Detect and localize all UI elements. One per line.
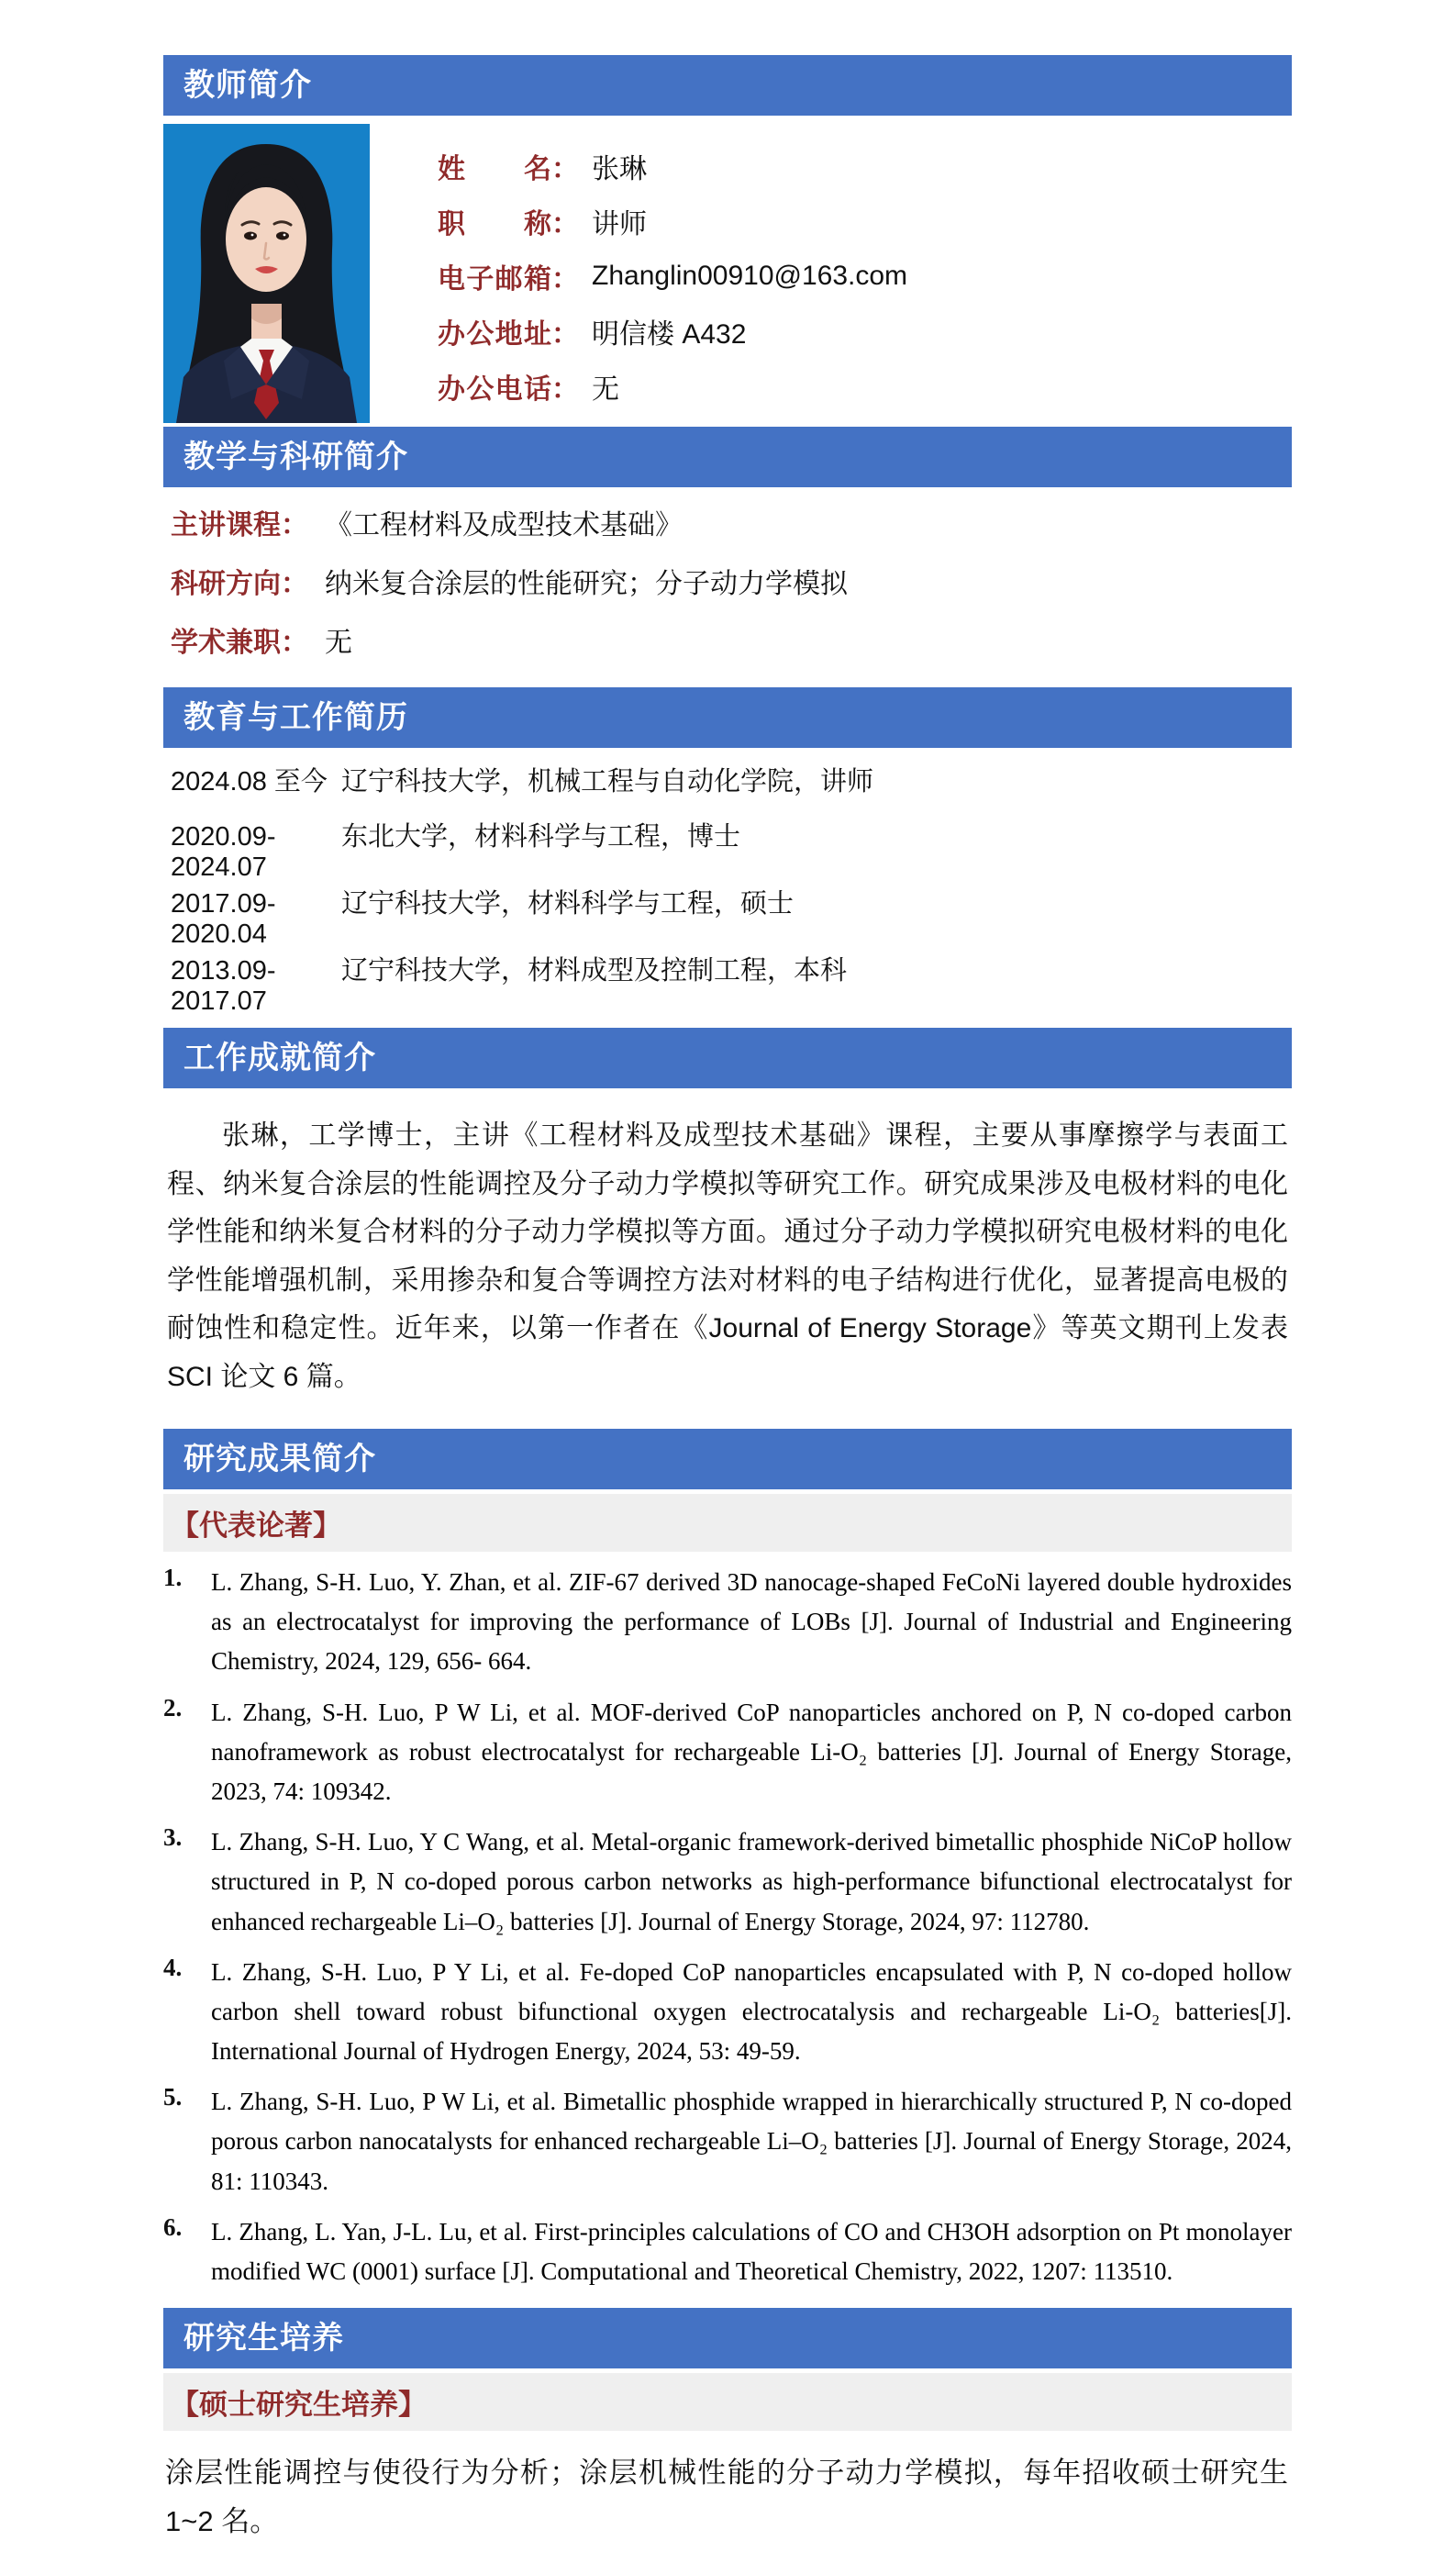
row-value-research-direction: 纳米复合涂层的性能研究；分子动力学模拟 [325,569,848,599]
publication-text: L. Zhang, S-H. Luo, P W Li, et al. Bimetallic phosphide wrapped in hierarchically structured P, N co-doped porous carbon nanocatalysts for enhanced rechargeable Li–O₂ batteries [J]. Journal of Energy Storage, 2024, 81: 110343. [211,2088,1292,2195]
publication-number: 1. [163,1564,183,1591]
section-title-achievements: 工作成就简介 [183,1041,376,1075]
info-row-title [438,194,1292,249]
education-row [171,950,1292,1017]
section-title-education-work: 教育与工作简历 [183,700,408,735]
education-detail: 东北大学，材料科学与工程，博士 [341,822,741,852]
education-period: 2020.09-2024.07 [171,822,276,882]
section-bar-research-results [163,1429,1292,1489]
education-row [171,761,1292,816]
section-bar-education-work [163,687,1292,748]
field-value-name: 张琳 [592,154,647,184]
section-title-graduate-training: 研究生培养 [183,2321,344,2357]
field-label-title: 职称 [438,209,551,240]
publication-item [163,1693,1292,1812]
field-label-email: 电子邮箱 [438,264,551,295]
education-detail: 辽宁科技大学，材料科学与工程，硕士 [341,889,795,919]
education-row [171,816,1292,883]
publication-item [163,1953,1292,2072]
row-research-direction [171,561,1292,619]
section-title-teaching-research: 教学与科研简介 [183,440,408,474]
field-colon: ： [551,264,579,295]
education-row [171,883,1292,950]
publication-text: L. Zhang, S-H. Luo, P W Li, et al. MOF-derived CoP nanoparticles anchored on P, N co-doped carbon nanoframework as robust electrocatalyst for rechargeable Li-O₂ batteries [J]. Journal of Energy Storage, 2023, 74: 109342. [211,1698,1292,1805]
info-row-name [438,139,1292,194]
publication-number: 6. [163,2212,183,2241]
teacher-photo [163,124,370,423]
field-value-phone: 无 [592,374,619,405]
achievements-paragraph: 张琳，工学博士，主讲《工程材料及成型技术基础》课程，主要从事摩擦学与表面工程、纳米复合涂层的性能调控及分子动力学模拟等研究工作。研究成果涉及电极材料的电化学性能和纳米复合材料的分子动力学模拟等方面。通过分子动力学模拟研究电极材料的电化学性能增强机制，采用掺杂和复合等调控方法对材料的电子结构进行优化，显著提高电极的耐蚀性和稳定性。近年来，以第一作者在《Journal of Energy Storage》等英文期刊上发表 SCI 论文 6 篇。 [167,1120,1288,1392]
row-value-courses: 《工程材料及成型技术基础》 [325,510,683,540]
publication-number: 2. [163,1693,183,1722]
faculty-profile-page [163,0,1292,2574]
publication-text: L. Zhang, S-H. Luo, Y C Wang, et al. Metal-organic framework-derived bimetallic phosphide NiCoP hollow structured in P, N co-doped porous carbon networks as high-performance bifunctional electrocatalyst for enhanced rechargeable Li–O₂ batteries [J]. Journal of Energy Storage, 2024, 97: 112780. [211,1828,1292,1935]
publication-number: 3. [163,1823,183,1852]
publication-text: L. Zhang, L. Yan, J-L. Lu, et al. First-principles calculations of CO and CH3OH adsorption on Pt monolayer modified WC (0001) surface [J]. Computational and Theoretical Chemistry, 2022, 1207: 113510. [211,2217,1292,2285]
publication-number: 5. [163,2083,183,2112]
education-detail: 辽宁科技大学，机械工程与自动化学院，讲师 [341,767,874,797]
field-colon: ： [551,319,579,350]
portrait-illustration [163,124,370,423]
publication-text: L. Zhang, S-H. Luo, P Y Li, et al. Fe-doped CoP nanoparticles encapsulated with P, N co-doped hollow carbon shell toward robust bifunctional oxygen electrocatalysis and rechargeable Li-O₂ batteries[J]. International Journal of Hydrogen Energy, 2024, 53: 49-59. [211,1957,1292,2066]
publication-item [163,2212,1292,2291]
row-label-research-direction: 科研方向： [171,569,308,599]
profile-info [370,124,1292,423]
section-title-teacher-intro: 教师简介 [183,68,312,103]
subheader-master-training: 【硕士研究生培养】 [163,2373,1292,2431]
section-title-research-results: 研究成果简介 [183,1442,376,1476]
field-label-office: 办公地址 [438,319,551,350]
publication-list [163,1552,1292,2308]
field-label-name: 姓名 [438,154,551,184]
education-period: 2017.09-2020.04 [171,889,276,949]
row-courses [171,502,1292,561]
teaching-research-rows [163,487,1292,687]
row-label-academic-posts: 学术兼职： [171,628,308,658]
section-bar-achievements [163,1028,1292,1088]
field-value-office: 明信楼 A432 [592,319,747,350]
publication-number: 4. [163,1953,183,1981]
info-row-email [438,249,1292,304]
education-detail: 辽宁科技大学，材料成型及控制工程，本科 [341,956,848,986]
field-colon: ： [551,154,579,184]
profile-section [163,116,1292,427]
row-value-academic-posts: 无 [325,628,352,658]
publication-item [163,1563,1292,1682]
subheader-representative-publications: 【代表论著】 [163,1494,1292,1552]
section-bar-teaching-research [163,427,1292,487]
education-period: 2024.08 至今 [171,767,328,797]
section-bar-teacher-intro [163,55,1292,116]
field-colon: ： [551,374,579,405]
info-row-phone [438,359,1292,414]
publication-item [163,1822,1292,1942]
field-value-email: Zhanglin00910@163.com [592,261,908,291]
field-label-phone: 办公电话 [438,374,551,405]
education-work-rows [163,748,1292,1028]
education-period: 2013.09-2017.07 [171,956,276,1016]
info-row-office [438,304,1292,359]
graduate-training-text: 涂层性能调控与使役行为分析；涂层机械性能的分子动力学模拟，每年招收硕士研究生 1~2 名。 [165,2457,1288,2537]
publication-text: L. Zhang, S-H. Luo, Y. Zhan, et al. ZIF-67 derived 3D nanocage-shaped FeCoNi layered double hydroxides as an electrocatalyst for improving the performance of LOBs [J]. Journal of Industrial and Engineering Chemistry, 2024, 129, 656- 664. [211,1568,1292,1676]
row-academic-posts [171,619,1292,678]
field-value-title: 讲师 [592,209,647,240]
field-colon: ： [551,209,579,240]
publication-item [163,2082,1292,2201]
section-bar-graduate-training [163,2308,1292,2368]
row-label-courses: 主讲课程： [171,510,308,540]
